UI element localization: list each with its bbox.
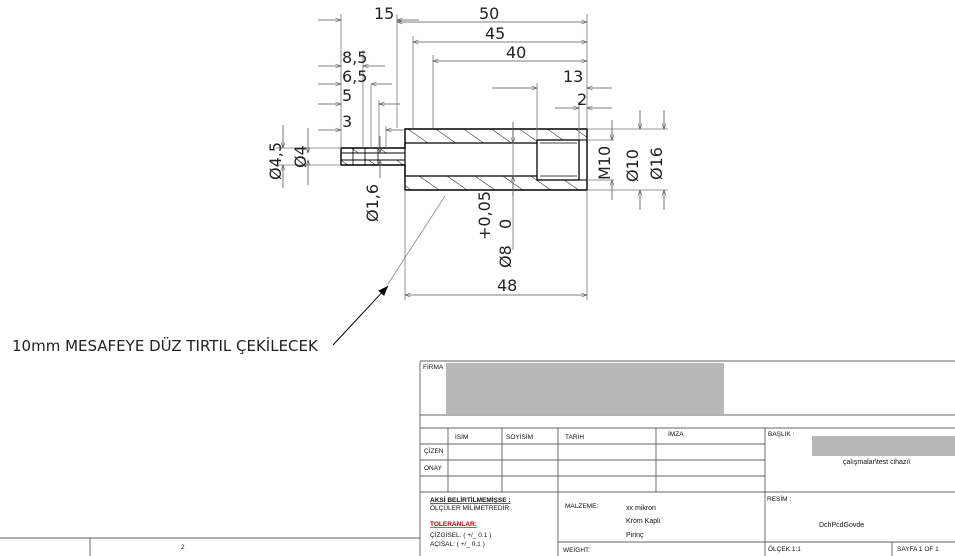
tol-linear: ÇİZGİSEL: ( +/_ 0.1 ) bbox=[430, 532, 492, 539]
dim-dia-4: Ø4 bbox=[291, 145, 310, 168]
dim-8-5: 8,5 bbox=[342, 48, 368, 67]
dim-dia-4-5: Ø4,5 bbox=[266, 141, 285, 180]
dim-6-5: 6,5 bbox=[342, 67, 368, 86]
dim-45: 45 bbox=[485, 24, 506, 43]
malzeme-3: Pirinç bbox=[626, 532, 644, 539]
dim-tolerance-zero: 0 bbox=[496, 218, 515, 229]
malzeme-label: MALZEME: bbox=[565, 503, 599, 510]
malzeme-1: xx mikron bbox=[626, 505, 656, 512]
dim-13: 13 bbox=[563, 67, 584, 86]
baslik-label: BAŞLIK : bbox=[768, 431, 795, 438]
tol-angular: AÇISAL: ( +/_ 0.1 ) bbox=[430, 541, 485, 548]
dim-48: 48 bbox=[497, 276, 518, 295]
dim-50: 50 bbox=[479, 4, 500, 23]
knurl-note-text: 10mm MESAFEYE DÜZ TIRTIL ÇEKİLECEK bbox=[12, 337, 318, 355]
dim-3: 3 bbox=[342, 112, 353, 131]
row-onay: ONAY bbox=[424, 465, 442, 472]
dim-tolerance: +0,05 bbox=[475, 190, 494, 240]
dimension-texts bbox=[266, 4, 666, 295]
dim-dia-10: Ø10 bbox=[623, 149, 642, 182]
olcek: ÖLÇEK:1:1 bbox=[768, 546, 801, 553]
resim-value: DchPcdGovde bbox=[819, 522, 865, 529]
dim-2: 2 bbox=[577, 90, 588, 109]
row-cizen: ÇİZEN bbox=[424, 448, 444, 455]
sheet-number: 2 bbox=[181, 544, 185, 551]
resim-label: RESİM : bbox=[767, 496, 792, 503]
dim-dia-16: Ø16 bbox=[647, 147, 666, 180]
col-tarih: TARİH bbox=[565, 434, 585, 441]
baslik-value: çalışmalar\test cihazı\ bbox=[843, 459, 911, 466]
dim-dia-1-6: Ø1,6 bbox=[363, 183, 382, 222]
col-isim: İSİM bbox=[455, 434, 469, 441]
dim-5: 5 bbox=[342, 86, 353, 105]
firma-label: FİRMA bbox=[423, 364, 444, 371]
col-soyisim: SOYİSİM bbox=[506, 434, 534, 441]
redacted-company bbox=[446, 363, 724, 414]
dim-dia-8: Ø8 bbox=[496, 245, 515, 268]
redacted-title-path bbox=[812, 436, 955, 456]
weight-label: WEIGHT: bbox=[563, 547, 591, 554]
sayfa: SAYFA 1 OF 1 bbox=[897, 546, 939, 553]
malzeme-2: Krom Kaplı bbox=[626, 518, 661, 525]
aksi-title: AKSİ BELİRTİLMEMİŞSE : bbox=[430, 497, 511, 504]
col-imza: İMZA bbox=[668, 431, 684, 438]
part-section bbox=[341, 129, 587, 190]
dim-m10: M10 bbox=[595, 145, 614, 180]
aksi-line: ÖLÇÜLER MİLİMETREDİR bbox=[430, 505, 510, 512]
dim-40: 40 bbox=[506, 43, 527, 62]
dim-15: 15 bbox=[374, 4, 395, 23]
tol-title: TOLERANLAR: bbox=[430, 521, 477, 528]
